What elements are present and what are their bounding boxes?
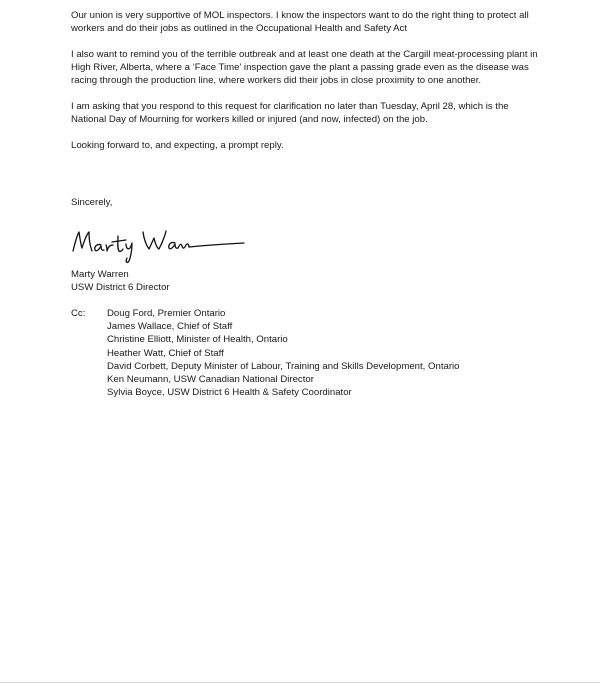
letter-body bbox=[71, 9, 541, 165]
signer-name: Marty Warren bbox=[71, 269, 129, 280]
paragraph-response-request: I am asking that you respond to this request for clarification no later than Tuesday, April 28, which is the National Day of Mourning for workers killed or injured (and now, infected) on the job. bbox=[71, 101, 509, 125]
paragraph-cargill-outbreak: I also want to remind you of the terrible outbreak and at least one death at the Cargill meat-processing plant in High River, Alberta, where a ‘Face Time’ inspection gave the plant a passing grade even as the disease was racing through the production line, where workers did their jobs in close proximity to one another. bbox=[71, 49, 538, 86]
closing-block bbox=[71, 196, 112, 209]
cc-recipient: David Corbett, Deputy Minister of Labour, Training and Skills Development, Ontario bbox=[107, 360, 460, 372]
paragraph-support: Our union is very supportive of MOL inspectors. I know the inspectors want to do the right thing to protect all workers and do their jobs as outlined in the Occupational Health and Safety Act bbox=[71, 10, 529, 34]
closing-salutation: Sincerely, bbox=[71, 197, 113, 208]
signer-block bbox=[71, 268, 170, 294]
cc-recipient: Sylvia Boyce, USW District 6 Health & Safety Coordinator bbox=[107, 387, 352, 399]
cc-label: Cc: bbox=[71, 308, 86, 319]
paragraph-closing-remark: Looking forward to, and expecting, a prompt reply. bbox=[71, 140, 284, 151]
page-bottom-divider bbox=[0, 682, 600, 683]
cc-recipient: Heather Watt, Chief of Staff bbox=[107, 347, 224, 359]
signer-title: USW District 6 Director bbox=[71, 282, 170, 293]
handwritten-signature bbox=[68, 221, 248, 267]
cc-recipient: James Wallace, Chief of Staff bbox=[107, 321, 233, 333]
cc-recipient: Christine Elliott, Minister of Health, Ontario bbox=[107, 334, 288, 346]
cc-recipient: Ken Neumann, USW Canadian National Director bbox=[107, 374, 314, 386]
cc-recipient: Doug Ford, Premier Ontario bbox=[107, 308, 226, 319]
cc-list bbox=[107, 307, 527, 399]
